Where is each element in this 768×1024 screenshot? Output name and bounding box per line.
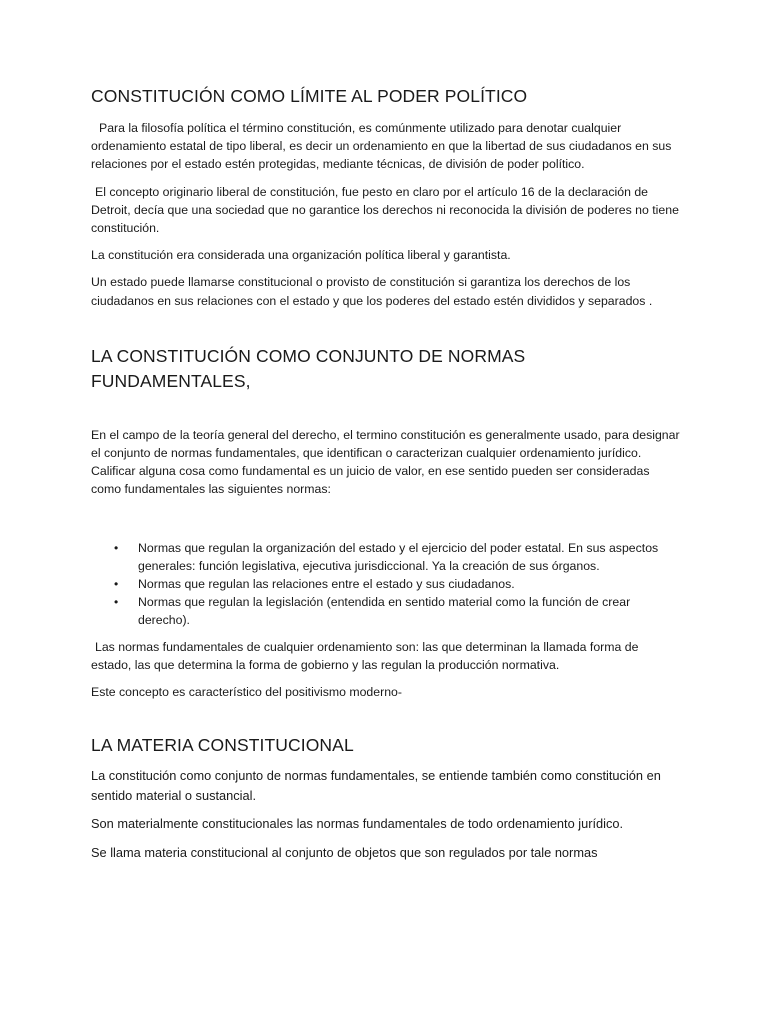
list-item-text: Normas que regulan la organización del estado y el ejercicio del poder estatal. En sus aspectos generales: función legislativa, ejecutiva jurisdiccional. Ya la creación de sus órganos. bbox=[138, 540, 659, 573]
paragraph: Un estado puede llamarse constitucional o provisto de constitución si garantiza los derechos de los ciudadanos en sus relaciones con el estado y que los poderes del estado estén divididos y separados . bbox=[91, 275, 653, 308]
paragraph: Son materialmente constitucionales las normas fundamentales de todo ordenamiento jurídico. bbox=[91, 816, 624, 832]
paragraph: La constitución como conjunto de normas fundamentales, se entiende también como constitución en sentido material o sustancial. bbox=[91, 768, 661, 803]
section-constitucion-limite bbox=[91, 84, 681, 310]
list-item-text: Normas que regulan la legislación (entendida en sentido material como la función de crear derecho). bbox=[138, 595, 631, 628]
paragraph: Este concepto es característico del positivismo moderno- bbox=[91, 685, 402, 700]
paragraph: Para la filosofía política el término constitución, es comúnmente utilizado para denotar cualquier ordenamiento estatal de tipo liberal, es decir un ordenamiento en que la libertad de sus ciudadanos en sus relaciones por el estado estén protegidas, mediante técnicas, de división de poder político. bbox=[91, 121, 672, 172]
section-title: CONSTITUCIÓN COMO LÍMITE AL PODER POLÍTICO bbox=[91, 86, 528, 106]
bullet-icon: • bbox=[114, 577, 119, 592]
section-title: LA CONSTITUCIÓN COMO CONJUNTO DE NORMAS FUNDAMENTALES, bbox=[91, 345, 526, 391]
section-title: LA MATERIA CONSTITUCIONAL bbox=[91, 735, 354, 756]
document-page bbox=[91, 84, 681, 871]
section-materia-constitucional bbox=[91, 733, 681, 862]
paragraph: Las normas fundamentales de cualquier ordenamiento son: las que determinan la llamada forma de estado, las que determina la forma de gobierno y las regulan la producción normativa. bbox=[91, 639, 639, 672]
bullet-icon: • bbox=[114, 540, 119, 555]
bullet-icon: • bbox=[114, 595, 119, 610]
paragraph: La constitución era considerada una organización política liberal y garantista. bbox=[91, 248, 511, 263]
section-normas-fundamentales bbox=[91, 344, 681, 701]
paragraph: En el campo de la teoría general del derecho, el termino constitución es generalmente usado, para designar el conjunto de normas fundamentales, que identifican o caracterizan cualquier ordenamiento jurídico. Calificar alguna cosa como fundamental es un juicio de valor, en ese sentido pueden ser consideradas como fundamentales las siguientes normas: bbox=[91, 427, 680, 497]
list-item bbox=[91, 539, 681, 575]
paragraph: Se llama materia constitucional al conjunto de objetos que son regulados por tale normas bbox=[91, 844, 598, 860]
paragraph: El concepto originario liberal de constitución, fue pesto en claro por el artículo 16 de la declaración de Detroit, decía que una sociedad que no garantice los derechos ni reconocida la división de poderes no tiene constitución. bbox=[91, 184, 679, 236]
list-item bbox=[91, 593, 681, 629]
list-item-text: Normas que regulan las relaciones entre el estado y sus ciudadanos. bbox=[138, 577, 515, 592]
bullet-list bbox=[91, 539, 681, 630]
list-item bbox=[91, 575, 681, 593]
